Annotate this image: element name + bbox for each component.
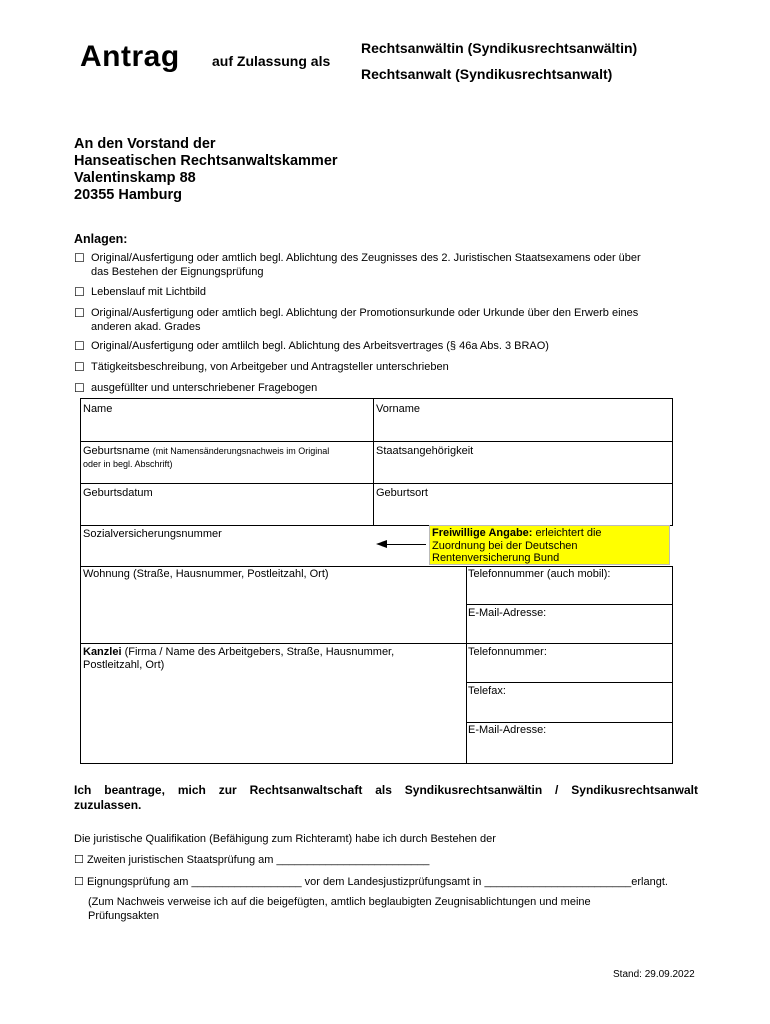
anlage-item bbox=[74, 306, 684, 334]
anlage-item bbox=[74, 251, 684, 279]
qualification-option-staatspruefung bbox=[74, 853, 429, 866]
checkbox[interactable]: ☐ bbox=[74, 381, 85, 395]
anlage-label: ausgefüllter und unterschriebener Fragebogen bbox=[91, 382, 318, 394]
geburtsdatum-field[interactable]: Geburtsdatum bbox=[83, 487, 153, 499]
address-line: Valentinskamp 88 bbox=[74, 170, 196, 186]
table-rule bbox=[672, 566, 673, 763]
anlage-label: Tätigkeitsbeschreibung, von Arbeitgeber und Antragsteller unterschrieben bbox=[91, 361, 449, 373]
qualification-note bbox=[88, 895, 591, 923]
note-line: (Zum Nachweis verweise ich auf die beigefügten, amtlich beglaubigten Zeugnisablichtungen und meine bbox=[88, 896, 591, 908]
wohnung-field[interactable]: Wohnung (Straße, Hausnummer, Postleitzahl, Ort) bbox=[83, 568, 329, 580]
table-rule bbox=[466, 722, 673, 723]
checkbox[interactable]: ☐ bbox=[74, 854, 84, 866]
vorname-field[interactable]: Vorname bbox=[376, 403, 421, 415]
option-label: Zweiten juristischen Staatsprüfung am _________________________ bbox=[86, 854, 430, 866]
kanzlei-text: (Firma / Name des Arbeitgebers, Straße, Hausnummer, bbox=[121, 646, 395, 658]
kanzlei-field[interactable] bbox=[83, 646, 394, 672]
table-rule bbox=[373, 398, 374, 525]
form-title: Antrag bbox=[80, 40, 180, 73]
geburtsname-label: Geburtsname bbox=[83, 445, 150, 457]
table-rule bbox=[466, 604, 673, 605]
table-rule bbox=[81, 483, 673, 484]
anlage-label: Original/Ausfertigung oder amtlilch begl. Ablichtung des Arbeitsvertrages (§ 46a Abs. 3 BRAO) bbox=[91, 340, 549, 352]
table-rule bbox=[466, 566, 467, 763]
checkbox[interactable]: ☐ bbox=[74, 339, 85, 353]
hint-bold: Freiwillige Angabe: bbox=[432, 527, 533, 539]
name-field[interactable]: Name bbox=[83, 403, 113, 415]
qualification-option-eignungspruefung bbox=[74, 875, 668, 888]
table-rule bbox=[81, 643, 673, 644]
kanzlei-text: Postleitzahl, Ort) bbox=[83, 659, 165, 671]
recipient-address bbox=[74, 136, 338, 204]
geburtsort-field[interactable]: Geburtsort bbox=[376, 487, 428, 499]
anlagen-heading: Anlagen: bbox=[74, 232, 128, 246]
arrow-line bbox=[386, 544, 426, 545]
table-rule bbox=[81, 566, 673, 567]
table-rule bbox=[672, 398, 673, 525]
option-rechtsanwalt: Rechtsanwalt (Syndikusrechtsanwalt) bbox=[361, 66, 613, 82]
geburtsname-field[interactable] bbox=[83, 445, 329, 471]
anlage-label: das Bestehen der Eignungsprüfung bbox=[91, 266, 264, 278]
qualification-intro: Die juristische Qualifikation (Befähigung zum Richteramt) habe ich durch Bestehen der bbox=[74, 833, 496, 845]
geburtsname-note: oder in begl. Abschrift) bbox=[83, 459, 173, 469]
hint-text: Rentenversicherung Bund bbox=[432, 552, 560, 564]
form-subtitle: auf Zulassung als bbox=[212, 53, 331, 69]
option-label: Eignungsprüfung am __________________ vor dem Landesjustizprüfungsamt in ________________________erlangt. bbox=[86, 876, 668, 888]
table-rule bbox=[81, 441, 673, 442]
version-date: Stand: 29.09.2022 bbox=[613, 969, 695, 980]
staatsangehoerigkeit-field[interactable]: Staatsangehörigkeit bbox=[376, 445, 474, 457]
anlage-item bbox=[74, 339, 684, 353]
anlage-item bbox=[74, 285, 684, 299]
anlage-item bbox=[74, 360, 684, 374]
kanzlei-email-field[interactable]: E-Mail-Adresse: bbox=[468, 724, 547, 736]
telefon-field[interactable]: Telefonnummer: bbox=[468, 646, 547, 658]
checkbox[interactable]: ☐ bbox=[74, 876, 84, 888]
telefon-mobil-field[interactable]: Telefonnummer (auch mobil): bbox=[468, 568, 611, 580]
anlage-label: Original/Ausfertigung oder amtlich begl. Ablichtung der Promotionsurkunde oder Urkunde über den Erwerb eines bbox=[91, 307, 639, 319]
table-rule bbox=[466, 682, 673, 683]
hint-text: Zuordnung bei der Deutschen bbox=[432, 539, 578, 552]
option-rechtsanwaeltin: Rechtsanwältin (Syndikusrechtsanwältin) bbox=[361, 40, 638, 56]
checkbox[interactable]: ☐ bbox=[74, 306, 85, 320]
address-line: An den Vorstand der bbox=[74, 136, 216, 152]
anlage-item bbox=[74, 381, 684, 395]
application-statement: Ich beantrage, mich zur Rechtsanwaltschaft als Syndikusrechtsanwältin / Syndikusrechtsanwalt bbox=[74, 783, 698, 797]
anlage-label: anderen akad. Grades bbox=[91, 321, 201, 333]
kanzlei-label: Kanzlei bbox=[83, 646, 122, 658]
sozialversicherungsnummer-field[interactable]: Sozialversicherungsnummer bbox=[83, 528, 222, 540]
note-line: Prüfungsakten bbox=[88, 910, 159, 922]
anlage-label: Original/Ausfertigung oder amtlich begl. Ablichtung des Zeugnisses des 2. Juristischen Staatsexamens oder über bbox=[91, 252, 641, 264]
address-line: Hanseatischen Rechtsanwaltskammer bbox=[74, 153, 338, 169]
application-statement-end: zuzulassen. bbox=[74, 798, 142, 812]
arrow-left-icon bbox=[376, 540, 387, 548]
anlage-label: Lebenslauf mit Lichtbild bbox=[91, 286, 206, 298]
geburtsname-note: (mit Namensänderungsnachweis im Original bbox=[152, 446, 330, 456]
telefax-field[interactable]: Telefax: bbox=[468, 685, 506, 697]
table-rule bbox=[81, 398, 673, 399]
checkbox[interactable]: ☐ bbox=[74, 251, 85, 265]
checkbox[interactable]: ☐ bbox=[74, 360, 85, 374]
email-field[interactable]: E-Mail-Adresse: bbox=[468, 607, 547, 619]
checkbox[interactable]: ☐ bbox=[74, 285, 85, 299]
hint-text: erleichtert die bbox=[532, 527, 602, 539]
freiwillig-hint bbox=[429, 525, 670, 565]
address-line: 20355 Hamburg bbox=[74, 187, 182, 203]
